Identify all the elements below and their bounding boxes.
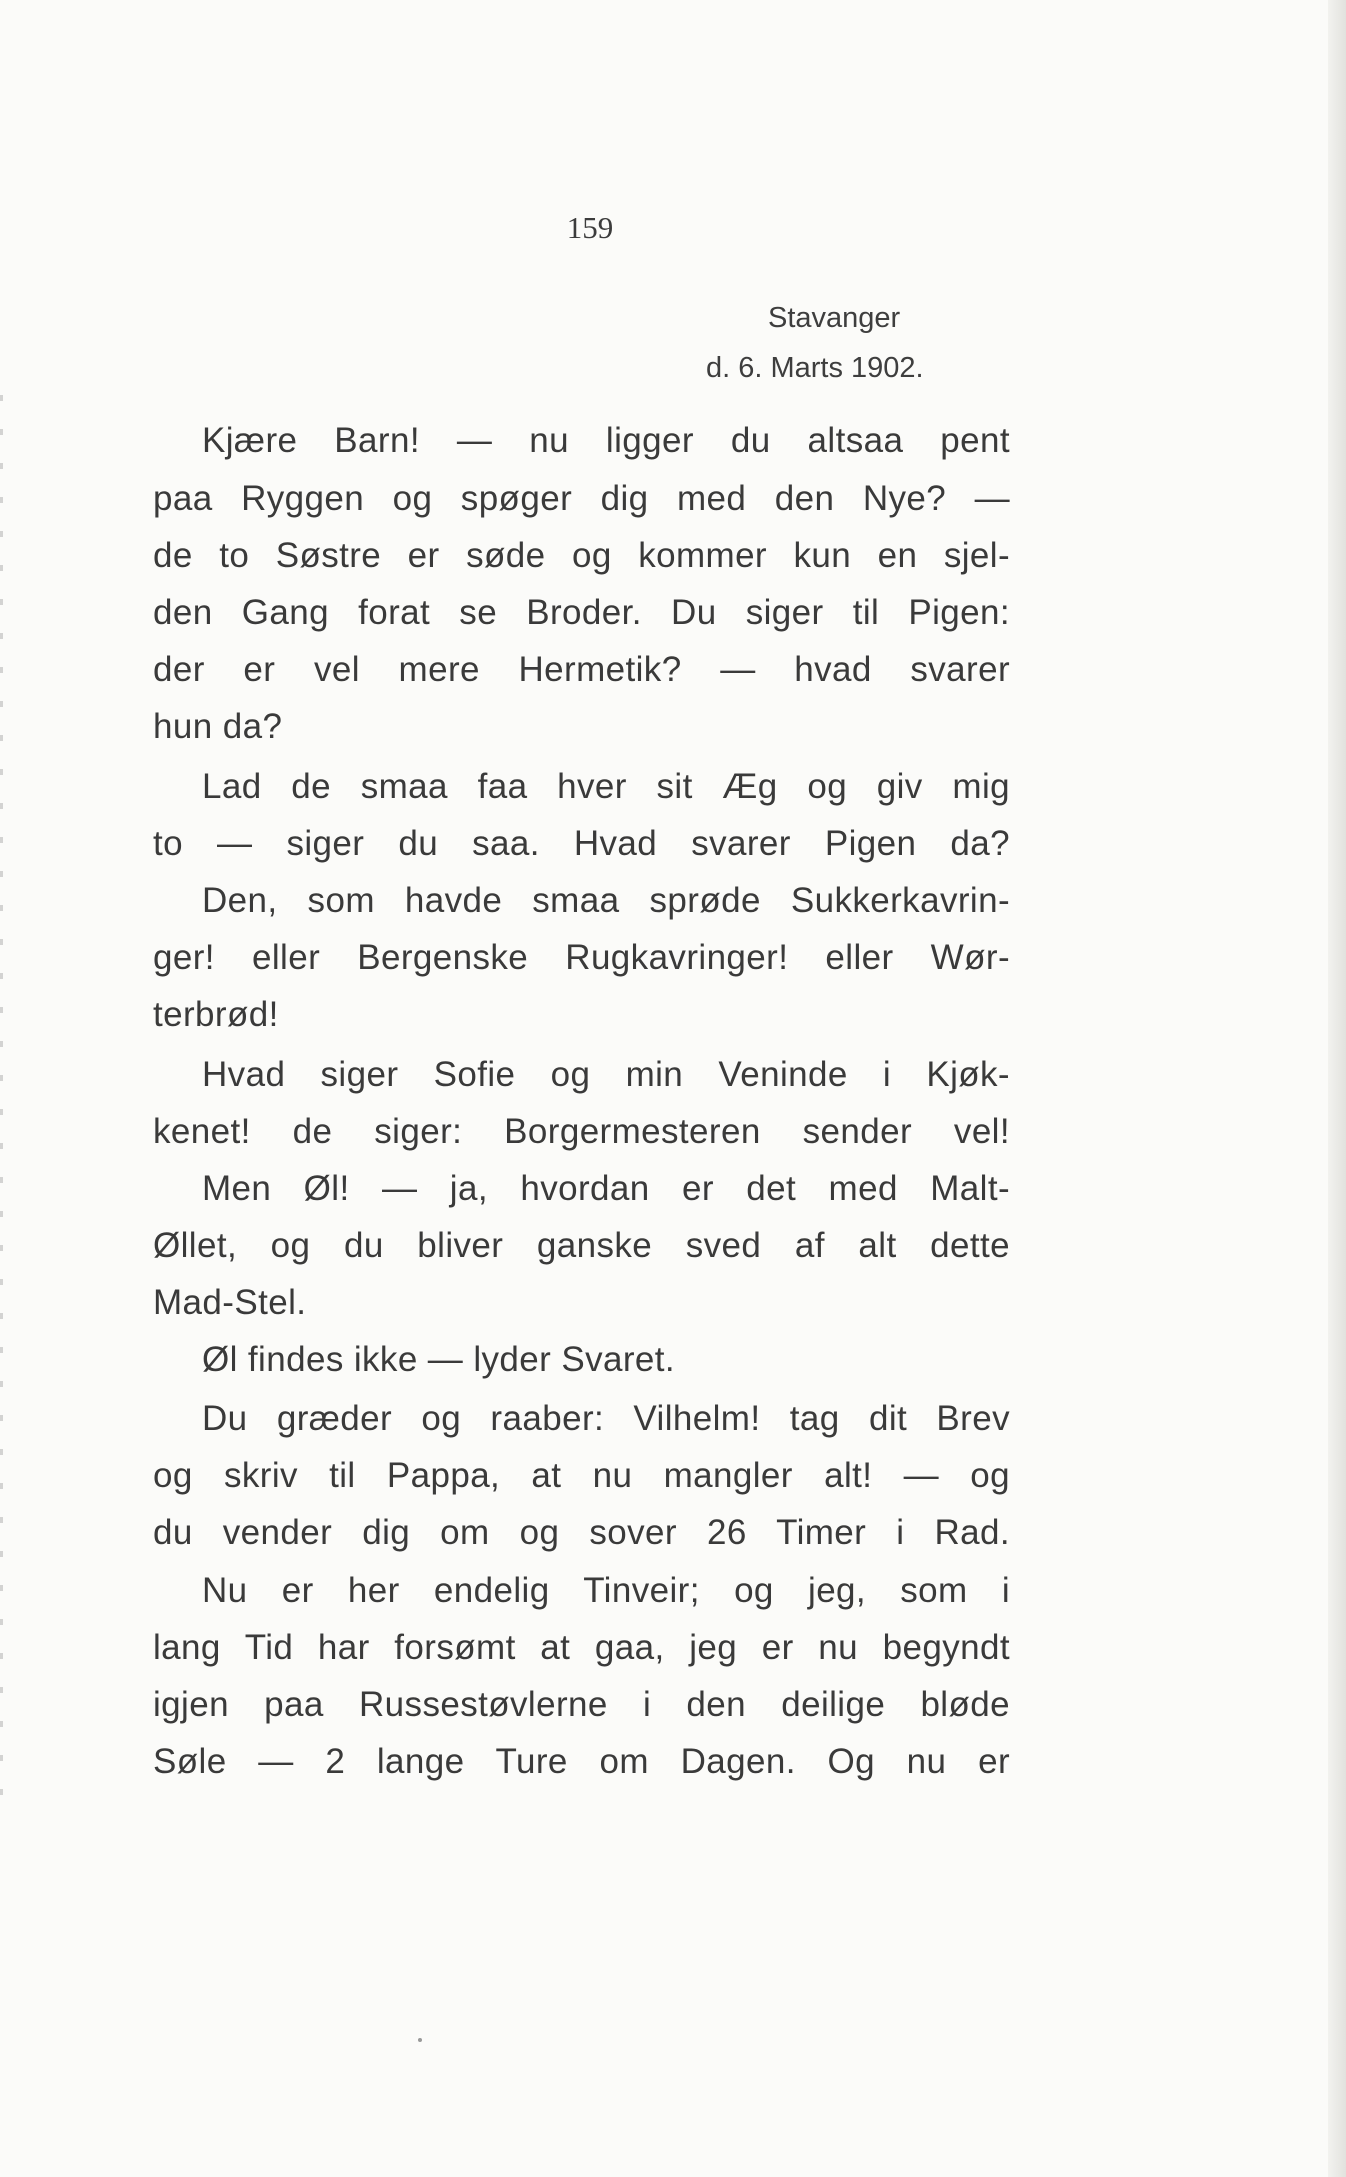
- text-line: paa Ryggen og spøger dig med den Nye? —: [153, 479, 1010, 518]
- text-line: terbrød!: [153, 995, 279, 1034]
- page-number: 159: [566, 210, 614, 245]
- dateline-place: Stavanger: [768, 302, 901, 334]
- text-line: Lad de smaa faa hver sit Æg og giv mig: [202, 767, 1010, 806]
- text-line: Men Øl! — ja, hvordan er det med Malt-: [202, 1169, 1010, 1208]
- text-line: igjen paa Russestøvlerne i den deilige bløde: [153, 1685, 1010, 1724]
- text-line: du vender dig om og sover 26 Timer i Rad.: [153, 1513, 1010, 1552]
- text-line: den Gang forat se Broder. Du siger til Pigen:: [153, 593, 1010, 632]
- text-line: Øllet, og du bliver ganske sved af alt dette: [153, 1226, 1010, 1265]
- page-edge-shadow: [1328, 0, 1346, 2177]
- text-line: der er vel mere Hermetik? — hvad svarer: [153, 650, 1010, 689]
- text-line: Du græder og raaber: Vilhelm! tag dit Brev: [202, 1399, 1010, 1438]
- paper-speck: [418, 2038, 422, 2042]
- dateline-date: d. 6. Marts 1902.: [706, 352, 924, 384]
- text-line: Nu er her endelig Tinveir; og jeg, som i: [202, 1571, 1010, 1610]
- text-line: Søle — 2 lange Ture om Dagen. Og nu er: [153, 1742, 1010, 1781]
- text-line: Øl findes ikke — lyder Svaret.: [202, 1340, 675, 1379]
- text-line: kenet! de siger: Borgermesteren sender vel!: [153, 1112, 1010, 1151]
- text-line: lang Tid har forsømt at gaa, jeg er nu begyndt: [153, 1628, 1010, 1667]
- text-line: hun da?: [153, 707, 283, 746]
- text-line: Kjære Barn! — nu ligger du altsaa pent: [202, 421, 1010, 460]
- text-line: de to Søstre er søde og kommer kun en sjel-: [153, 536, 1010, 575]
- text-line: to — siger du saa. Hvad svarer Pigen da?: [153, 824, 1010, 863]
- text-line: og skriv til Pappa, at nu mangler alt! — og: [153, 1456, 1010, 1495]
- text-line: ger! eller Bergenske Rugkavringer! eller Wør-: [153, 938, 1010, 977]
- binding-edge-marks: [0, 395, 3, 1815]
- text-line: Mad-Stel.: [153, 1283, 307, 1322]
- text-line: Hvad siger Sofie og min Veninde i Kjøk-: [202, 1055, 1010, 1094]
- text-line: Den, som havde smaa sprøde Sukkerkavrin-: [202, 881, 1010, 920]
